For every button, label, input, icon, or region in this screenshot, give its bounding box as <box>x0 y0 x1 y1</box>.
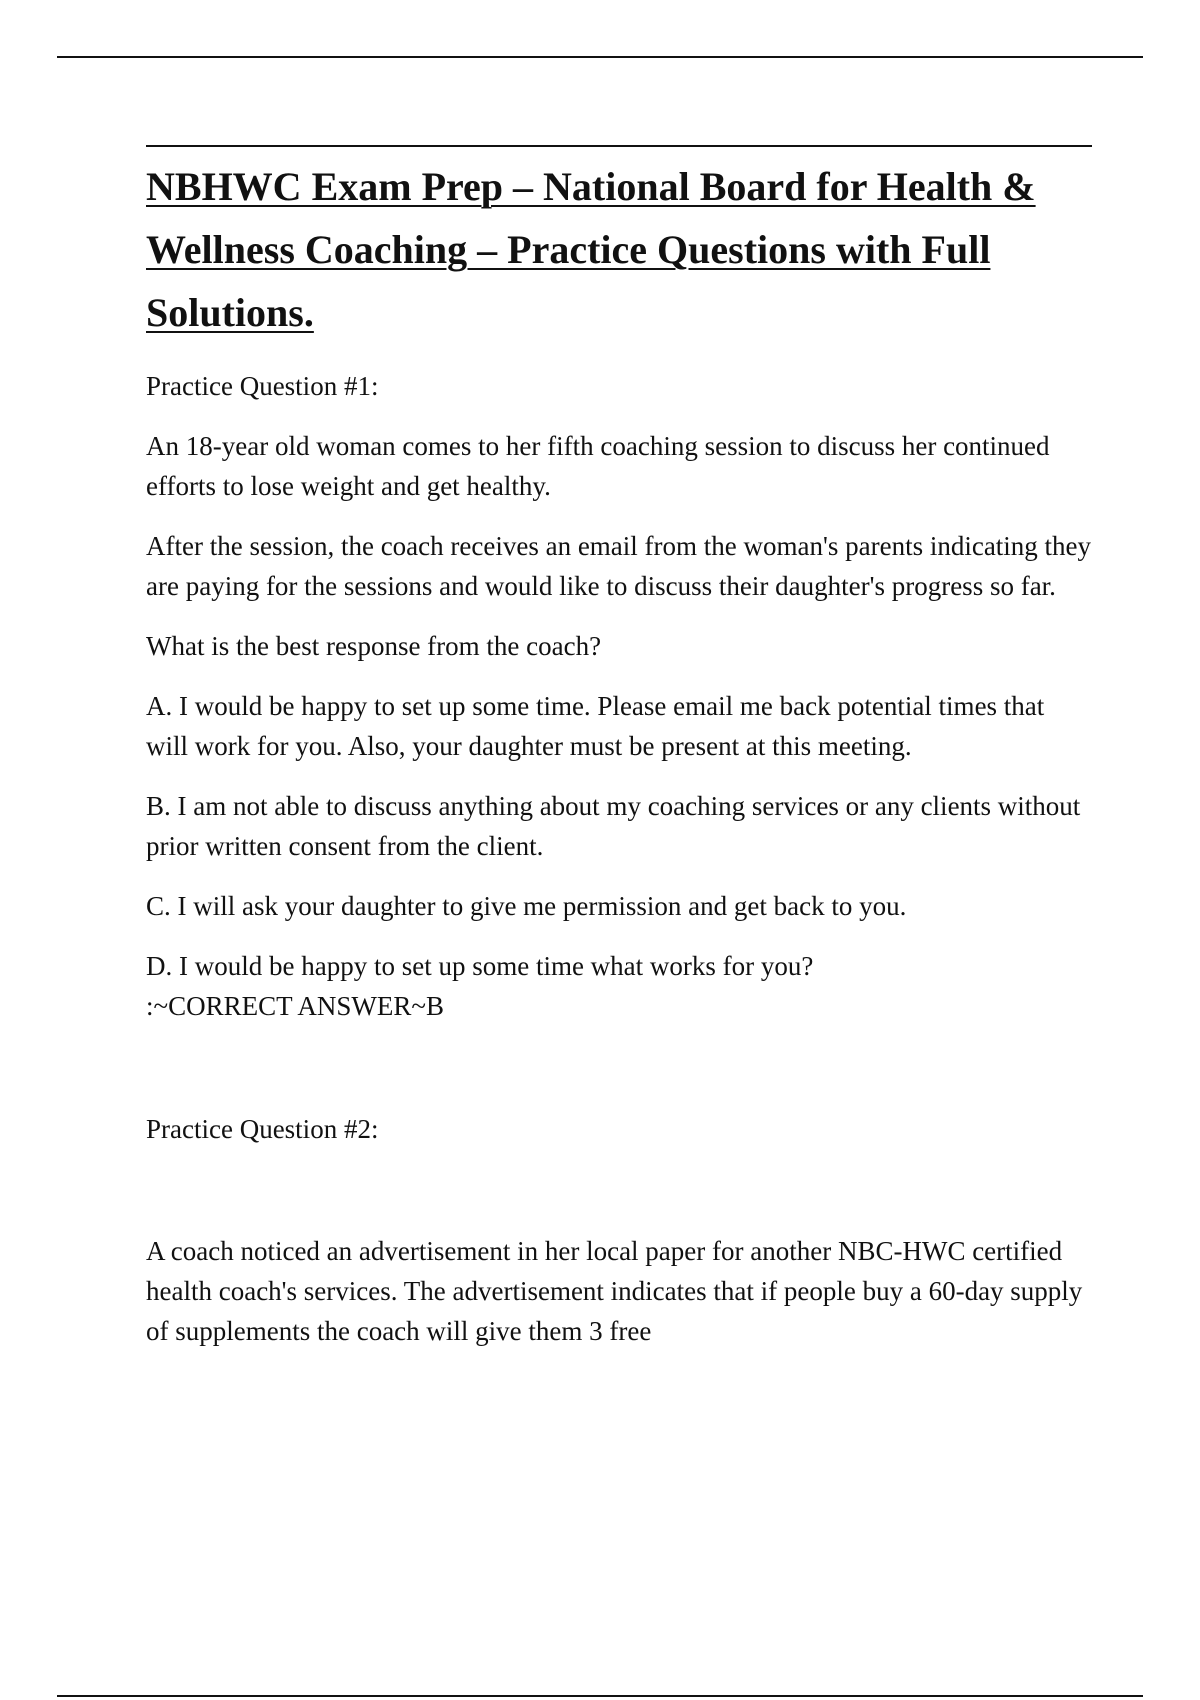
question-1-option-b: B. I am not able to discuss anything about my coaching services or any clients without prior written consent from the client. <box>146 791 1081 861</box>
title-rule <box>146 145 1092 147</box>
question-1-option-a: A. I would be happy to set up some time. Please email me back potential times that will work for you. Also, your daughter must be present at this meeting. <box>146 691 1045 761</box>
question-1-paragraph: After the session, the coach receives an email from the woman's parents indicating they are paying for the sessions and would like to discuss their daughter's progress so far. <box>146 531 1092 601</box>
question-2-heading: Practice Question #2: <box>146 1114 379 1144</box>
question-1-heading: Practice Question #1: <box>146 371 379 401</box>
question-1-prompt: What is the best response from the coach? <box>146 631 602 661</box>
page-top-rule <box>57 56 1143 58</box>
question-1-paragraph: An 18-year old woman comes to her fifth coaching session to discuss her continued efforts to lose weight and get healthy. <box>146 431 1050 501</box>
question-1-option-d: D. I would be happy to set up some time what works for you? <box>146 951 814 981</box>
document-title: NBHWC Exam Prep – National Board for Health & Wellness Coaching – Practice Questions with Full Solutions. <box>146 164 1036 335</box>
document-body <box>146 145 1092 1351</box>
question-1-option-d-block <box>146 946 1092 1026</box>
question-1-correct-answer: :~CORRECT ANSWER~B <box>146 991 445 1021</box>
question-1-option-c: C. I will ask your daughter to give me permission and get back to you. <box>146 891 907 921</box>
question-2-paragraph: A coach noticed an advertisement in her local paper for another NBC-HWC certified health coach's services. The advertisement indicates that if people buy a 60-day supply of supplements the coach will give them 3 free <box>146 1236 1083 1346</box>
page-bottom-rule <box>57 1695 1143 1697</box>
